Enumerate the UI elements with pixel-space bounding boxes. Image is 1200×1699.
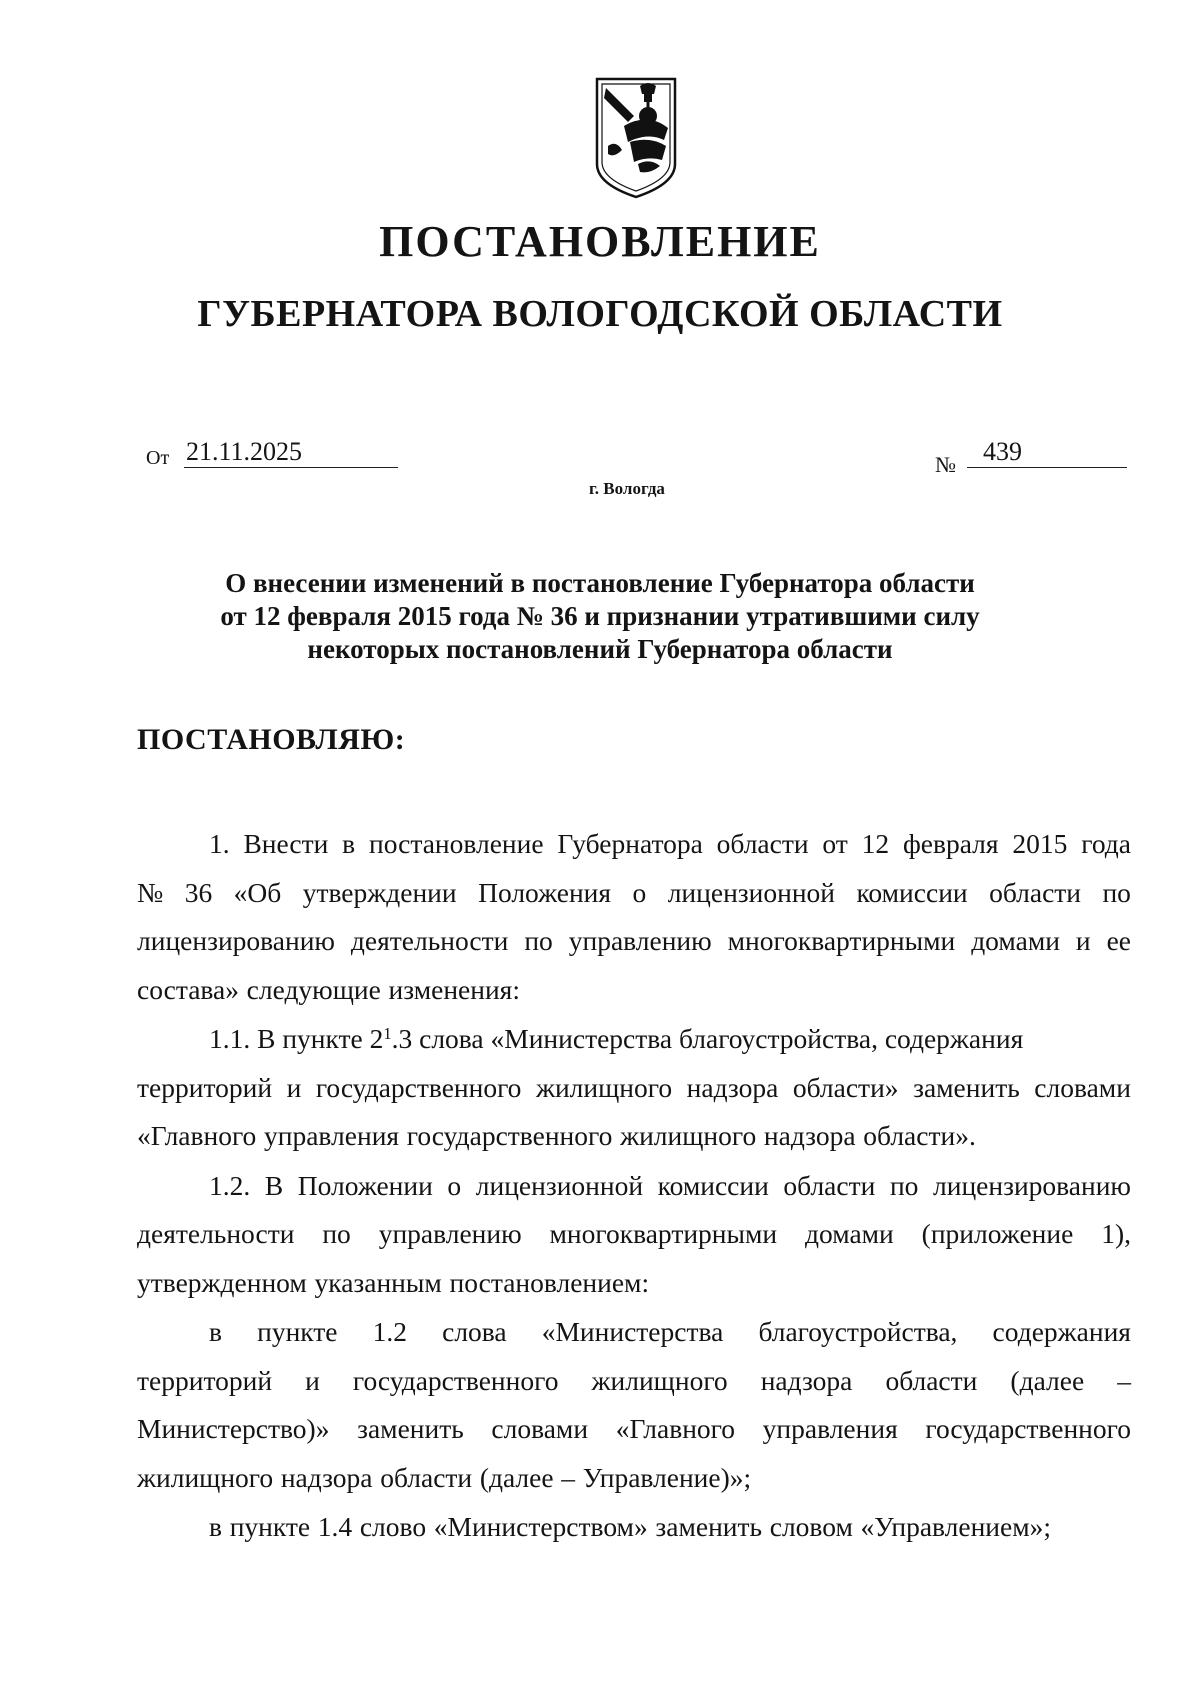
coat-of-arms-icon <box>594 76 678 200</box>
subject-line: О внесении изменений в постановление Губернатора области <box>225 568 975 598</box>
body-line: 1.2. В Положении о лицензионной комиссии области по лицензированию <box>209 1169 1131 1201</box>
body-line: 1. Внести в постановление Губернатора области от 12 февраля 2015 года <box>209 828 1131 859</box>
date-label: От <box>146 447 170 469</box>
body-line: жилищного надзора области (далее – Управление)»; <box>137 1461 752 1493</box>
document-subject <box>140 567 1060 666</box>
body-line: в пункте 1.2 слова «Министерства благоустройства, содержания <box>209 1316 1131 1347</box>
number-label: № <box>935 452 956 477</box>
clause-superscript: 1 <box>383 1023 392 1043</box>
body-line: утвержденном указанным постановлением: <box>137 1266 650 1298</box>
document-date: 21.11.2025 <box>184 437 398 468</box>
subject-line: некоторых постановлений Губернатора области <box>307 634 893 664</box>
body-line: деятельности по управлению многоквартирными домами (приложение 1), <box>137 1218 1131 1249</box>
issuer-title: ГУБЕРНАТОРА ВОЛОГОДСКОЙ ОБЛАСТИ <box>197 293 1003 335</box>
body-line: территорий и государственного жилищного надзора области» заменить словами <box>137 1071 1131 1103</box>
body-line: Министерство)» заменить словами «Главного управления государственного <box>137 1413 1131 1444</box>
body-line-with-superscript <box>137 1015 1131 1064</box>
body-line: № 36 «Об утверждении Положения о лицензионной комиссии области по <box>137 876 1131 908</box>
body-line: в пункте 1.4 слово «Министерством» заменить словом «Управлением»; <box>209 1511 1052 1542</box>
decree-heading: ПОСТАНОВЛЯЮ: <box>137 723 406 756</box>
document-body <box>137 820 1131 1552</box>
clause-ref: 1.1. В пункте 2 <box>209 1023 384 1054</box>
document-number: 439 <box>967 437 1127 468</box>
body-line: лицензированию деятельности по управлению многоквартирными домами и ее <box>137 925 1131 956</box>
body-line: «Главного управления государственного жилищного надзора области». <box>137 1120 976 1151</box>
subject-line: от 12 февраля 2015 года № 36 и признании утратившими силу <box>220 601 980 631</box>
city-name: г. Вологда <box>589 479 665 498</box>
clause-ref-tail: .3 слова «Министерства благоустройства, содержания <box>391 1023 1024 1054</box>
body-line: состава» следующие изменения: <box>137 973 520 1005</box>
document-title: ПОСТАНОВЛЕНИЕ <box>379 217 821 266</box>
body-line: территорий и государственного жилищного надзора области (далее – <box>137 1364 1131 1396</box>
